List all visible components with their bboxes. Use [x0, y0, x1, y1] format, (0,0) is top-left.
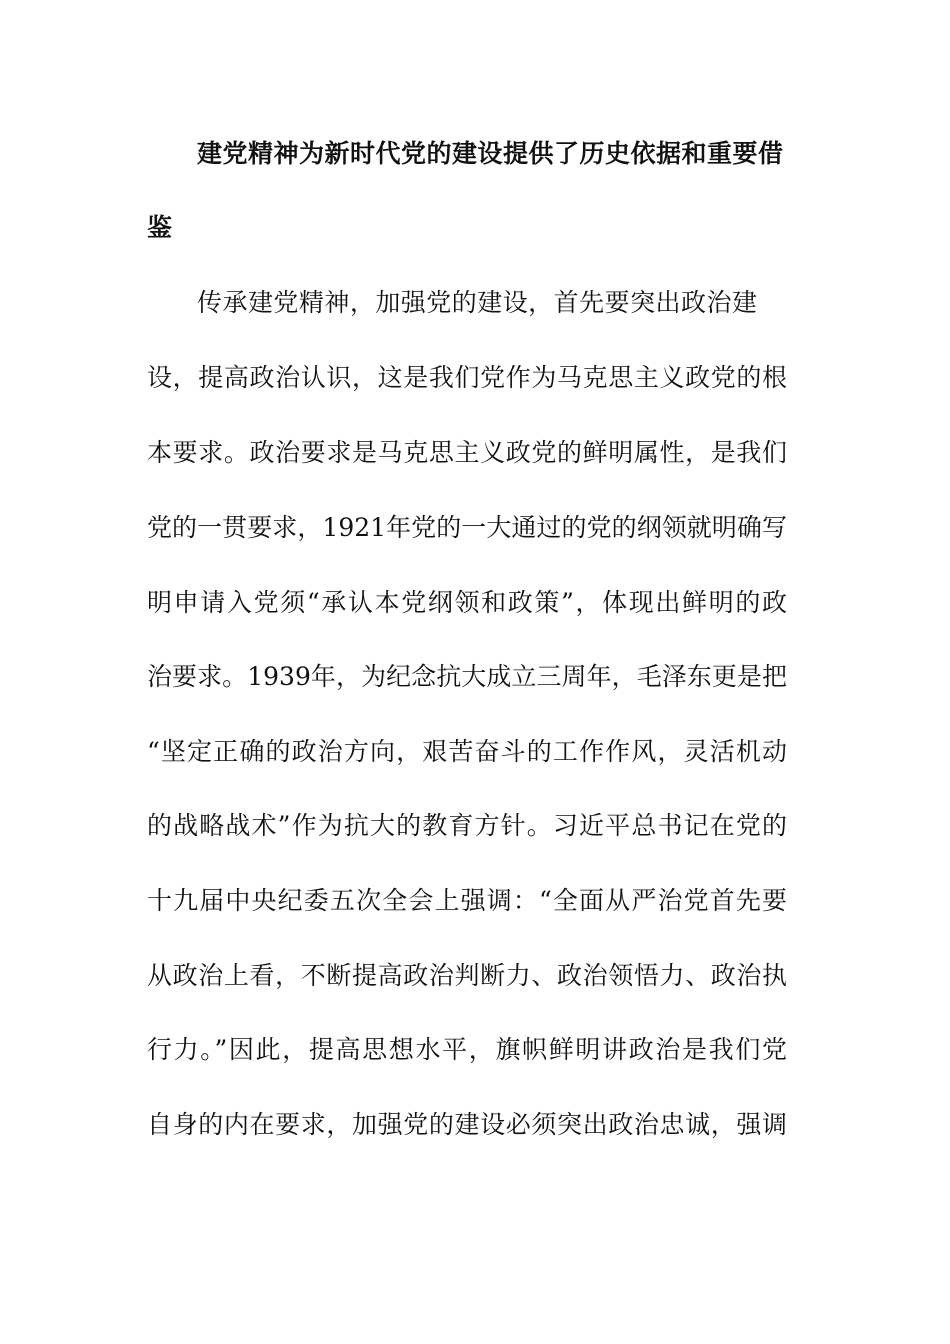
body-line: 的战略战术”作为抗大的教育方针。习近平总书记在党的 — [147, 811, 787, 840]
body-line: 自身的内在要求，加强党的建设必须突出政治忠诚，强调 — [147, 1110, 787, 1139]
heading-line-1: 建党精神为新时代党的建设提供了历史依据和重要借 — [197, 139, 784, 168]
body-line: 党的一贯要求，1921年党的一大通过的党的纲领就明确写 — [147, 513, 787, 542]
body-line: 本要求。政治要求是马克思主义政党的鲜明属性，是我们 — [147, 438, 787, 467]
body-line: 行力。”因此，提高思想水平，旗帜鲜明讲政治是我们党 — [147, 1035, 787, 1064]
body-line: 设，提高政治认识，这是我们党作为马克思主义政党的根 — [147, 363, 787, 392]
body-line: 治要求。1939年，为纪念抗大成立三周年，毛泽东更是把 — [147, 662, 787, 691]
body-line: 明申请入党须“承认本党纲领和政策”，体现出鲜明的政 — [147, 588, 787, 617]
body-line: 从政治上看，不断提高政治判断力、政治领悟力、政治执 — [147, 961, 787, 990]
body-line: “坚定正确的政治方向，艰苦奋斗的工作作风，灵活机动 — [147, 737, 787, 766]
body-line: 十九届中央纪委五次全会上强调：“全面从严治党首先要 — [147, 886, 787, 915]
body-line: 传承建党精神，加强党的建设，首先要突出政治建 — [197, 288, 757, 317]
heading-line-2: 鉴 — [147, 213, 173, 242]
